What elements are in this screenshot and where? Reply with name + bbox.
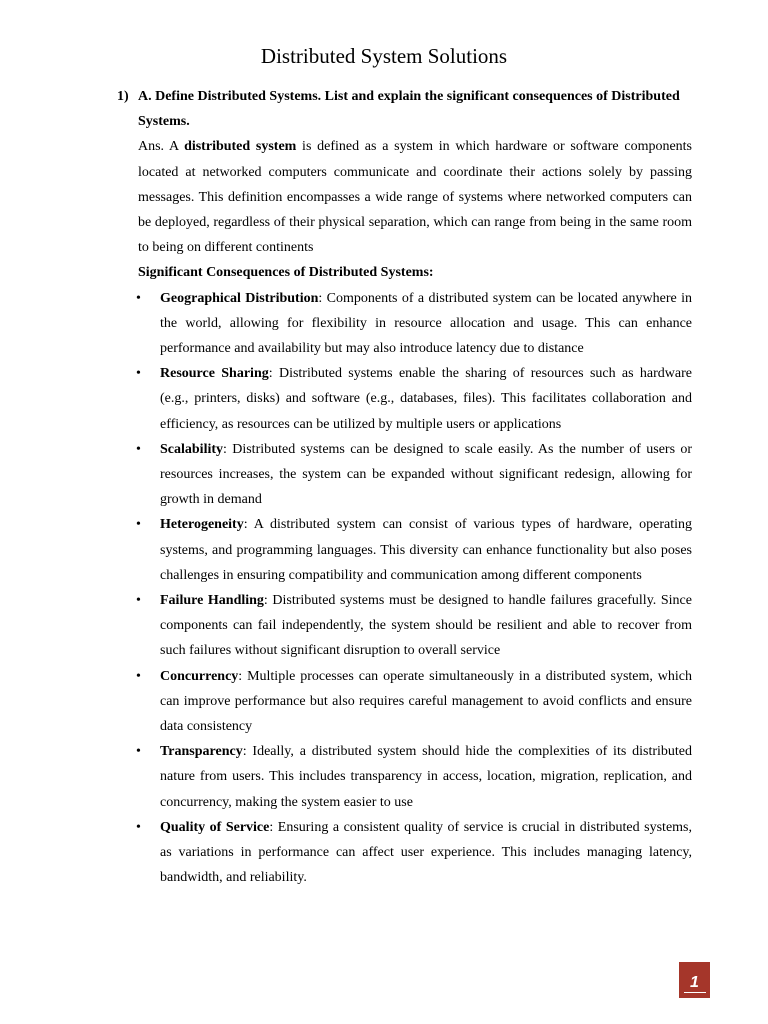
list-item — [117, 286, 692, 362]
list-item — [117, 815, 692, 891]
answer-prefix: Ans. A — [138, 139, 185, 155]
bullet-icon: • — [136, 290, 141, 306]
bullet-icon: • — [136, 593, 141, 609]
list-item-text: : Distributed systems must be designed to handle failures gracefully. Since components can fail independently, the system should be resilient and able to recover from such failures without significant disruption to overall service — [160, 593, 692, 659]
bullet-icon: • — [136, 668, 141, 684]
page-badge-underline — [684, 992, 706, 993]
list-item-body — [160, 286, 692, 362]
answer-term: distributed system — [184, 139, 297, 155]
question-heading — [117, 84, 692, 134]
question-block — [117, 84, 692, 891]
list-item — [117, 588, 692, 664]
list-item-text: : Ensuring a consistent quality of service is crucial in distributed systems, as variations in performance can affect user experience. This includes managing latency, bandwidth, and reliability. — [160, 819, 692, 886]
consequences-list — [117, 286, 692, 891]
list-item-body — [160, 739, 692, 815]
question-text: A. Define Distributed Systems. List and explain the significant consequences of Distributed Systems. — [138, 89, 680, 130]
answer-paragraph — [138, 134, 692, 260]
list-item — [117, 739, 692, 815]
list-item-term: Concurrency — [160, 668, 239, 684]
bullet-icon: • — [136, 441, 141, 457]
list-item-text: : Multiple processes can operate simultaneously in a distributed system, which can improve performance but also requires careful management to avoid conflicts and ensure data consistency — [160, 668, 692, 735]
list-item-text: : Components of a distributed system can be located anywhere in the world, allowing for flexibility in resource allocation and usage. This can enhance performance and availability but may also introduce latency due to distance — [160, 290, 692, 357]
bullet-icon: • — [136, 517, 141, 533]
list-item — [117, 664, 692, 740]
list-item-term: Heterogeneity — [160, 517, 244, 533]
bullet-icon: • — [136, 819, 141, 835]
list-item-body — [160, 664, 692, 740]
list-item-text: : Distributed systems can be designed to scale easily. As the number of users or resources increases, the system can be expanded without significant redesign, allowing for growth in demand — [160, 441, 692, 508]
list-item-body — [160, 588, 692, 664]
list-item — [117, 361, 692, 437]
list-item-term: Quality of Service — [160, 819, 270, 835]
list-item-term: Geographical Distribution — [160, 290, 319, 306]
list-item — [117, 512, 692, 588]
list-item-term: Resource Sharing — [160, 366, 269, 382]
list-item — [117, 437, 692, 513]
list-item-text: : Distributed systems enable the sharing of resources such as hardware (e.g., printers, disks) and software (e.g., databases, files). This facilitates collaboration and efficiency, as resources can be utilized by multiple users or applications — [160, 366, 692, 432]
list-item-body — [160, 437, 692, 513]
list-item-body — [160, 512, 692, 588]
list-item-text: : Ideally, a distributed system should hide the complexities of its distributed nature from users. This includes transparency in access, location, migration, replication, and concurrency, making the system easier to use — [160, 744, 692, 810]
list-item-body — [160, 361, 692, 437]
answer-text: is defined as a system in which hardware or software components located at networked computers communicate and coordinate their actions solely by passing messages. This definition encompasses a wide range of systems where networked computers can be deployed, regardless of their physical separation, which can range from being in the same room to being on different continents — [138, 139, 693, 256]
list-item-term: Scalability — [160, 441, 224, 457]
bullet-icon: • — [136, 366, 141, 382]
consequences-heading: Significant Consequences of Distributed Systems: — [138, 265, 434, 281]
list-item-term: Failure Handling — [160, 593, 264, 609]
page-title: Distributed System Solutions — [260, 44, 508, 68]
list-item-body — [160, 815, 692, 891]
question-number: 1) — [117, 89, 129, 104]
page-number: 1 — [690, 974, 699, 991]
bullet-icon: • — [136, 744, 141, 760]
list-item-term: Transparency — [160, 744, 243, 760]
list-item-text: : A distributed system can consist of various types of hardware, operating systems, and programming languages. This diversity can enhance functionality but also poses challenges in ensuring compatibility and communication among different components — [160, 517, 692, 583]
